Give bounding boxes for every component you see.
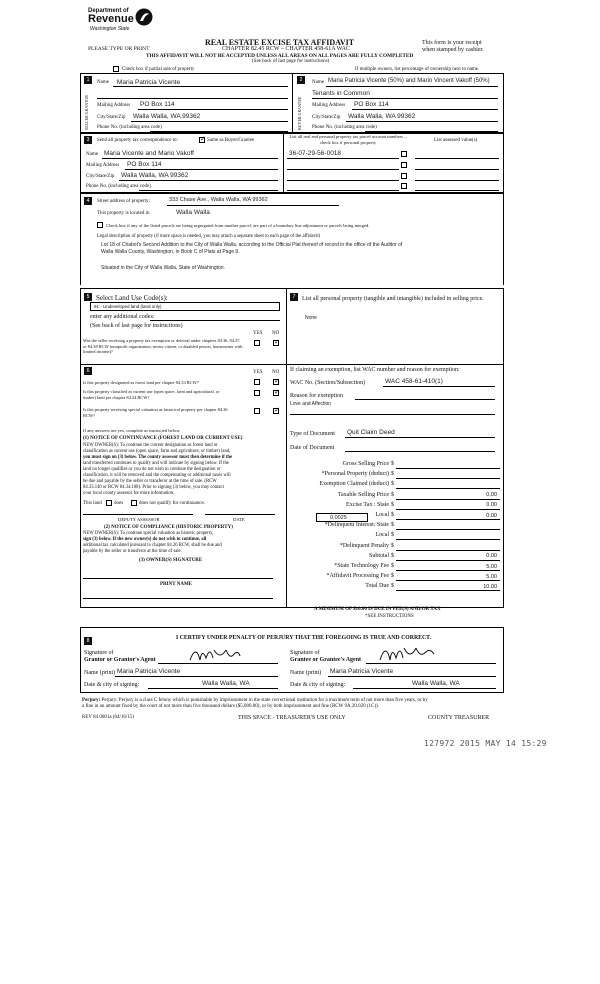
seller-name-label: Name [97,80,109,85]
tax-row-label: *State Technology Fee [334,563,389,569]
certify-statement: I CERTIFY UNDER PENALTY OF PERJURY THAT THE FOREGOING IS TRUE AND CORRECT. [176,635,432,641]
exemption-claim-label: If claiming an exemption, list WAC number and reason for exemption: [290,367,460,373]
dept-line3: Washington State [90,26,130,32]
local-rate-box[interactable] [316,513,368,522]
owner-signature-title: (3) OWNER(S) SIGNATURE [139,558,203,563]
s3-city-label: City/State/Zip [86,174,115,179]
parcel-1-checkbox[interactable] [401,151,407,157]
form-see-back: (See back of last page for instructions) [252,59,330,64]
same-as-buyer-label: Same as Buyer/Grantee [207,138,255,143]
legal-line-2[interactable]: Walla Walla County, Washington, in Book C of Plats at Page 9. [101,249,240,255]
located-value[interactable]: Walla Walla [176,209,210,216]
grantee-name-label: Name (print) [290,670,322,676]
tax-row-label: Gross Selling Price [342,461,389,467]
notice1-line-2: classification as current use (open space, farm and agriculture, or timber) land, [83,449,231,454]
tax-row-value[interactable]: 0.00 [486,502,497,509]
tax-row-dollar: $ [391,481,394,488]
perjury-line-2: a fine in an amount fixed by the court of not more than five thousand dollars ($5,000.00), or by both imprisonment and fine (RCW 9A.20.020 (1C)). [82,704,379,709]
dept-line2: Revenue [88,13,134,25]
perjury-line-1: Perjury: Perjury: Perjury is a class C felony which is punishable by imprisonment in the state correctional institution for a maximum term of not more than five years, or by [82,698,428,703]
deputy-date-label: DATE [233,517,245,522]
seller-city[interactable]: Walla Walla, WA 99362 [133,113,201,120]
does-not-checkbox[interactable] [131,500,137,506]
q-forest: Is this property designated as forest land per chapter 84.33 RCW? [83,380,199,385]
partial-sale-label: Check box if partial sale of property [122,67,195,72]
land-use-label: Select Land Use Code(s): [96,294,168,302]
does-not-label: does not qualify for continuance. [139,501,205,506]
notice2-line-2: sign (3) below. If the new owner(s) do not wish to continue, all [83,537,207,542]
legal-line-1[interactable]: Lot 18 of Chabot's Second Addition to the City of Walla Walla, according to the Official Plat thereof of record in the office of the Auditor of [101,242,403,248]
tax-row-value[interactable]: 0.00 [486,492,497,499]
s3-name-label: Name [86,152,98,157]
tax-row-dollar: $ [391,512,394,518]
s5-yes: YES [253,331,263,336]
buyer-name-label: Name [312,80,324,85]
notice2-line-3: additional tax calculated pursuant to chapter 84.26 RCW, shall be due and [83,543,222,548]
section-6-badge: 6 [84,367,92,375]
grantee-sig-label-1: Signature of [290,650,320,656]
wac-value[interactable]: WAC 458-61-410(1) [385,378,443,385]
wac-label: WAC No. (Section/Subsection) [290,380,366,386]
section-7-badge: 7 [290,293,298,301]
grantee-signature-icon [376,640,436,666]
notice2-line-1: NEW OWNER(S): To continue special valuation as historic property, [83,531,214,536]
notice2-line-4: payable by the seller or transferor at the time of sale. [83,549,182,554]
tax-row-label: *Personal Property (deduct) [321,471,389,478]
section-5-badge: 5 [84,293,92,301]
s3-mailing[interactable]: PO Box 114 [127,161,162,168]
buyer-side-label: BUYER GRANTEE [297,96,302,130]
buyer-name-2[interactable]: Tenants in Common [312,90,370,97]
tax-row-dollar: $ [391,501,394,508]
s3-name[interactable]: Maria Vicente and Mario Vakoff [104,150,194,157]
s6-yes: YES [253,370,263,375]
does-checkbox[interactable] [106,500,112,506]
tax-row-value[interactable]: 0.00 [486,553,497,560]
parcel-1[interactable]: 36-07-29-56-0018 [289,150,342,157]
grantor-date-city-label: Date & city of signing: [84,682,140,688]
section-1-badge: 1 [84,76,92,84]
notice1-line-8: 84.33.140 or RCW 84.34.108). Prior to signing (3) below, you may contact [83,485,224,490]
tax-row-dollar: $ [391,563,394,569]
exempt-question: Was the seller receiving a property tax exemption or deferral under chapters 84.36, 84.37, or 84.38 RCW (nonprofit organization, senior citizen, or disabled person, homeowner with limited income)? [83,338,243,354]
section-2-badge: 2 [297,76,305,84]
print-name-label: PRINT NAME [160,582,192,587]
notice1-line-6: classification, it will be removed and the compensating or additional taxes will [83,473,231,478]
seller-city-label: City/State/Zip [97,115,126,120]
grantor-city[interactable]: Walla Walla, WA [202,680,250,687]
buyer-phone-label: Phone No. (including area code) [312,125,377,130]
grantor-name[interactable]: Maria Patricia Vicente [117,668,181,675]
doc-type-value[interactable]: Quit Claim Deed [347,429,395,436]
receipt-note-1: This form is your receipt [422,40,482,46]
tax-row-label: Subtotal [368,552,389,559]
grantee-city[interactable]: Walla Walla, WA [412,680,460,687]
s5-no: NO [272,331,280,336]
segregated-label: Check box if any of the listed parcels are being segregated from another parcel, are part of a boundary line adjustment or parcels being merged. [106,223,370,228]
parcel-3-checkbox[interactable] [401,173,407,179]
exempt-yes-checkbox[interactable] [254,340,260,346]
notice2-title: (2) NOTICE OF COMPLIANCE (HISTORIC PROPERTY) [104,525,233,530]
grantee-name[interactable]: Maria Patricia Vicente [330,668,394,675]
tax-row-dollar: $ [391,532,394,539]
tax-row-dollar: $ [391,542,394,549]
notice1-line-4: land transferred continues to qualify and will indicate by signing below. If the [83,461,229,466]
partial-sale-checkbox[interactable] [113,66,119,72]
same-as-buyer-checkbox[interactable] [199,137,205,143]
reason-value[interactable]: Love and Affection [290,401,332,407]
section-3-badge: 3 [84,136,92,144]
exempt-no-checkbox[interactable] [273,340,279,346]
tax-row-value[interactable]: 5.00 [486,573,497,580]
tax-row-label: Excise Tax : State [346,501,389,508]
tax-row-dollar: $ [391,573,394,580]
treasurer-space: THIS SPACE - TREASURER'S USE ONLY [238,715,346,721]
parcel-header: List all real and personal property tax parcel account numbers – check box if personal property [289,134,407,145]
buyer-city-label: City/State/Zip [312,115,341,120]
multiple-owners-note: If multiple owners, list percentage of ownership next to name. [355,67,480,72]
seller-phone-label: Phone No. (including area code) [97,125,162,130]
land-use-value: 91 - Undeveloped land (land only) [94,304,162,309]
s5-see-back: (See back of last page for instructions) [90,323,183,329]
grantor-name-label: Name (print) [84,670,116,676]
personal-property-label: List all personal property (tangible and intangible) included in selling price. [302,296,484,302]
does-label: does [114,501,124,506]
q-historic: Is this property receiving special valuation as historical property per chapter 84.26 RCW? [83,407,228,418]
tax-row-value[interactable]: 5.00 [486,563,497,570]
notice1-title: (1) NOTICE OF CONTINUANCE (FOREST LAND OR CURRENT USE) [83,436,243,441]
s3-mailing-label: Mailing Address [86,163,120,168]
receipt-stamp: 127972 2015 MAY 14 15:29 [424,739,547,748]
form-warning: THIS AFFIDAVIT WILL NOT BE ACCEPTED UNLESS ALL AREAS ON ALL PAGES ARE FULLY COMPLETED [146,53,414,59]
q-current-use: Is this property classified as current use (open space, farm and agricultural, or timber) land per chapter 84.34 RCW? [83,389,220,400]
please-type: PLEASE TYPE OR PRINT [88,46,150,52]
forest-yes-checkbox[interactable] [254,379,260,385]
tax-row-dollar: $ [391,471,394,478]
tax-row-label: *Affidavit Processing Fee [326,573,389,580]
buyer-mailing-label: Mailing Address [312,103,346,108]
rev-number: REV 84 0001a (04/16/15) [82,715,134,720]
parcel-2-checkbox[interactable] [401,162,407,168]
legal-line-3[interactable]: Situated in the City of Walla Walla, State of Washington. [101,265,225,271]
grantor-sig-label-1: Signature of [84,650,114,656]
grantee-date-city-label: Date & city of signing: [290,682,346,688]
tax-row-label: Local [375,512,389,518]
tax-row-label: *Delinquent Penalty [339,542,389,549]
notice1-line-3: you must sign on (3) below. The county assessor must then determine if the [83,455,233,460]
forest-no-checkbox[interactable] [273,379,279,385]
receipt-note-2: when stamped by cashier. [422,47,484,53]
tax-row-dollar: $ [391,461,394,467]
tax-row-dollar: $ [391,552,394,559]
form-chapter: CHAPTER 82.45 RCW – CHAPTER 458-61A WAC [222,46,350,52]
section-8-badge: 8 [84,637,92,645]
s3-phone-label: Phone No. (including area code) [86,184,151,189]
historic-no-checkbox[interactable] [273,408,279,414]
tax-row-dollar: $ [391,522,394,529]
form-title: REAL ESTATE EXCISE TAX AFFIDAVIT [205,38,355,47]
notice1-line-5: land no longer qualifies or you do not wish to continue the designation or [83,467,221,472]
revenue-logo [88,8,158,36]
doc-date-label: Date of Document [290,445,335,451]
tax-row-label: Exemption Claimed (deduct) [319,481,389,488]
seller-side-label: SELLER GRANTOR [84,95,89,130]
s3-city[interactable]: Walla Walla, WA 99362 [121,172,189,179]
personal-property-value[interactable]: None [305,315,317,321]
legal-label: Legal description of property (if more space is needed, you may attach a separate sheet to each page of the affidavit) [97,234,321,239]
doc-type-label: Type of Document [290,431,335,437]
deputy-assessor-label: DEPUTY ASSESSOR [118,517,160,522]
buyer-name[interactable]: Maria Patricia Vicente (50%) and Mario Vincent Vakoff (50%) [328,78,490,84]
street-value[interactable]: 333 Chase Ave., Walla Walla, WA 99362 [169,197,268,203]
seller-name[interactable]: Maria Patricia Vicente [117,79,181,86]
buyer-city[interactable]: Walla Walla, WA 99362 [348,113,416,120]
grantee-agent-label: Grantee or Grantee's Agent [290,657,362,663]
county-treasurer: COUNTY TREASURER [428,715,490,721]
local-rate-value: 0.0025 [330,515,347,521]
revenue-seal-icon [135,8,153,26]
this-land-label: This land [83,501,102,506]
tax-row-label: Taxable Selling Price [337,491,389,498]
street-label: Street address of property: [97,199,150,204]
seller-mailing[interactable]: PO Box 114 [140,101,175,108]
tax-row-label: *Delinquent Interest: State [324,522,389,529]
seller-mailing-label: Mailing Address [97,103,131,108]
grantor-agent-label: Grantor or Grantor's Agent [84,657,156,663]
notice1-line-1: NEW OWNER(S): To continue the current designation as forest land or [83,443,218,448]
segregated-checkbox[interactable] [97,222,103,228]
tax-row-label: Local [375,532,389,539]
see-instructions: *SEE INSTRUCTIONS [365,614,414,619]
tax-row-dollar: $ [391,583,394,590]
tax-row-value[interactable]: 10.00 [483,583,497,590]
tax-row-dollar: $ [391,491,394,498]
s6-no: NO [272,370,280,375]
additional-codes-label: enter any additional codes: [90,314,155,320]
if-yes-note: If any answers are yes, complete as instructed below. [83,428,181,433]
current-use-yes-checkbox[interactable] [254,390,260,396]
notice1-line-7: be due and payable by the seller or transferor at the time of sale. (RCW [83,479,217,484]
section-4-badge: 4 [84,197,92,205]
grantor-signature-icon [186,642,242,666]
located-label: This property is located in [97,211,150,216]
historic-yes-checkbox[interactable] [254,408,260,414]
parcel-4-checkbox[interactable] [401,183,407,189]
send-correspondence-label: Send all property tax correspondence to: [97,138,178,143]
current-use-no-checkbox[interactable] [273,390,279,396]
minimum-due-note: A MINIMUM OF $10.00 IS DUE IN FEE(S) AND/OR TAX [314,607,441,612]
tax-row-label: Total Due [365,583,389,590]
assessed-header: List assessed value(s) [434,138,478,143]
reason-label: Reason for exemption [290,393,343,399]
notice1-line-9: your local county assessor for more information. [83,491,175,496]
tax-row-value[interactable]: 0.00 [486,512,497,519]
land-use-select[interactable] [90,302,280,311]
dept-line1: Department of [88,8,129,14]
buyer-mailing[interactable]: PO Box 114 [354,101,389,108]
